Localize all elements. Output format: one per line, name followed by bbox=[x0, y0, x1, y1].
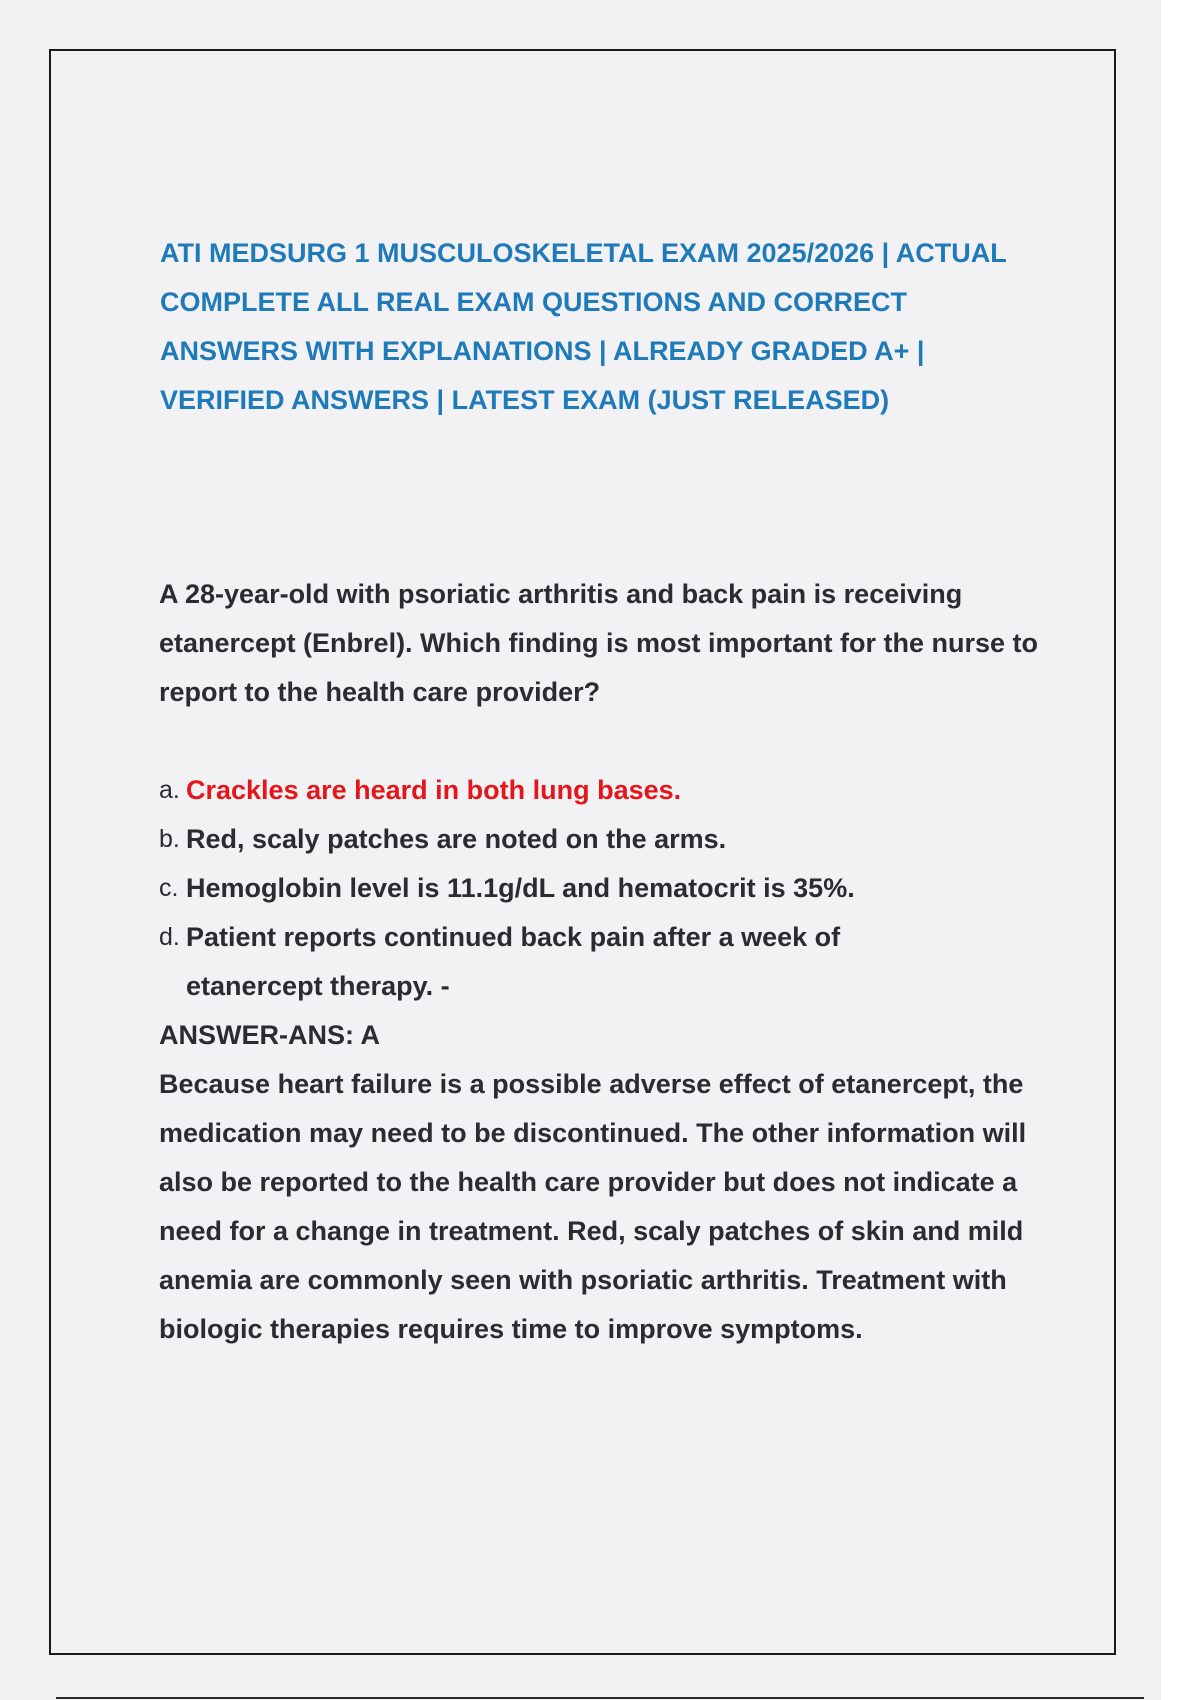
answer-key: ANSWER-ANS: A bbox=[159, 1020, 380, 1050]
answer-explanation: Because heart failure is a possible adverse effect of etanercept, the medication may need to be discontinued. The other information will also be reported to the health care provider but does not indicate a need for a change in treatment. Red, scaly patches of skin and mild anemia are commonly seen with psoriatic arthritis. Treatment with biologic therapies requires time to improve symptoms. bbox=[159, 1069, 1027, 1344]
option-text: Crackles are heard in both lung bases. bbox=[186, 775, 682, 805]
question-text: A 28-year-old with psoriatic arthritis and back pain is receiving etanercept (Enbrel). Which finding is most important for the nurse to report to the health care provider? bbox=[159, 579, 1039, 707]
option-letter: c. bbox=[159, 874, 179, 902]
option-letter: a. bbox=[159, 776, 180, 804]
viewer-margin bbox=[1161, 0, 1200, 1700]
option-b bbox=[159, 815, 1059, 864]
option-a bbox=[159, 766, 1059, 815]
option-text: Patient reports continued back pain after a week of etanercept therapy. - bbox=[186, 922, 841, 1001]
option-c bbox=[159, 864, 1059, 913]
option-letter: b. bbox=[159, 825, 180, 853]
document-title: ATI MEDSURG 1 MUSCULOSKELETAL EXAM 2025/2026 | ACTUAL COMPLETE ALL REAL EXAM QUESTIONS AND CORRECT ANSWERS WITH EXPLANATIONS | ALREADY GRADED A+ | VERIFIED ANSWERS | LATEST EXAM (JUST RELEASED) bbox=[160, 238, 1007, 415]
next-page-edge bbox=[56, 1697, 1144, 1699]
option-text: Red, scaly patches are noted on the arms. bbox=[186, 824, 727, 854]
answer-options bbox=[159, 766, 1059, 1011]
document-page bbox=[49, 49, 1116, 1655]
option-letter: d. bbox=[159, 923, 180, 951]
option-d bbox=[159, 913, 1059, 1011]
option-text: Hemoglobin level is 11.1g/dL and hematocrit is 35%. bbox=[186, 873, 855, 903]
